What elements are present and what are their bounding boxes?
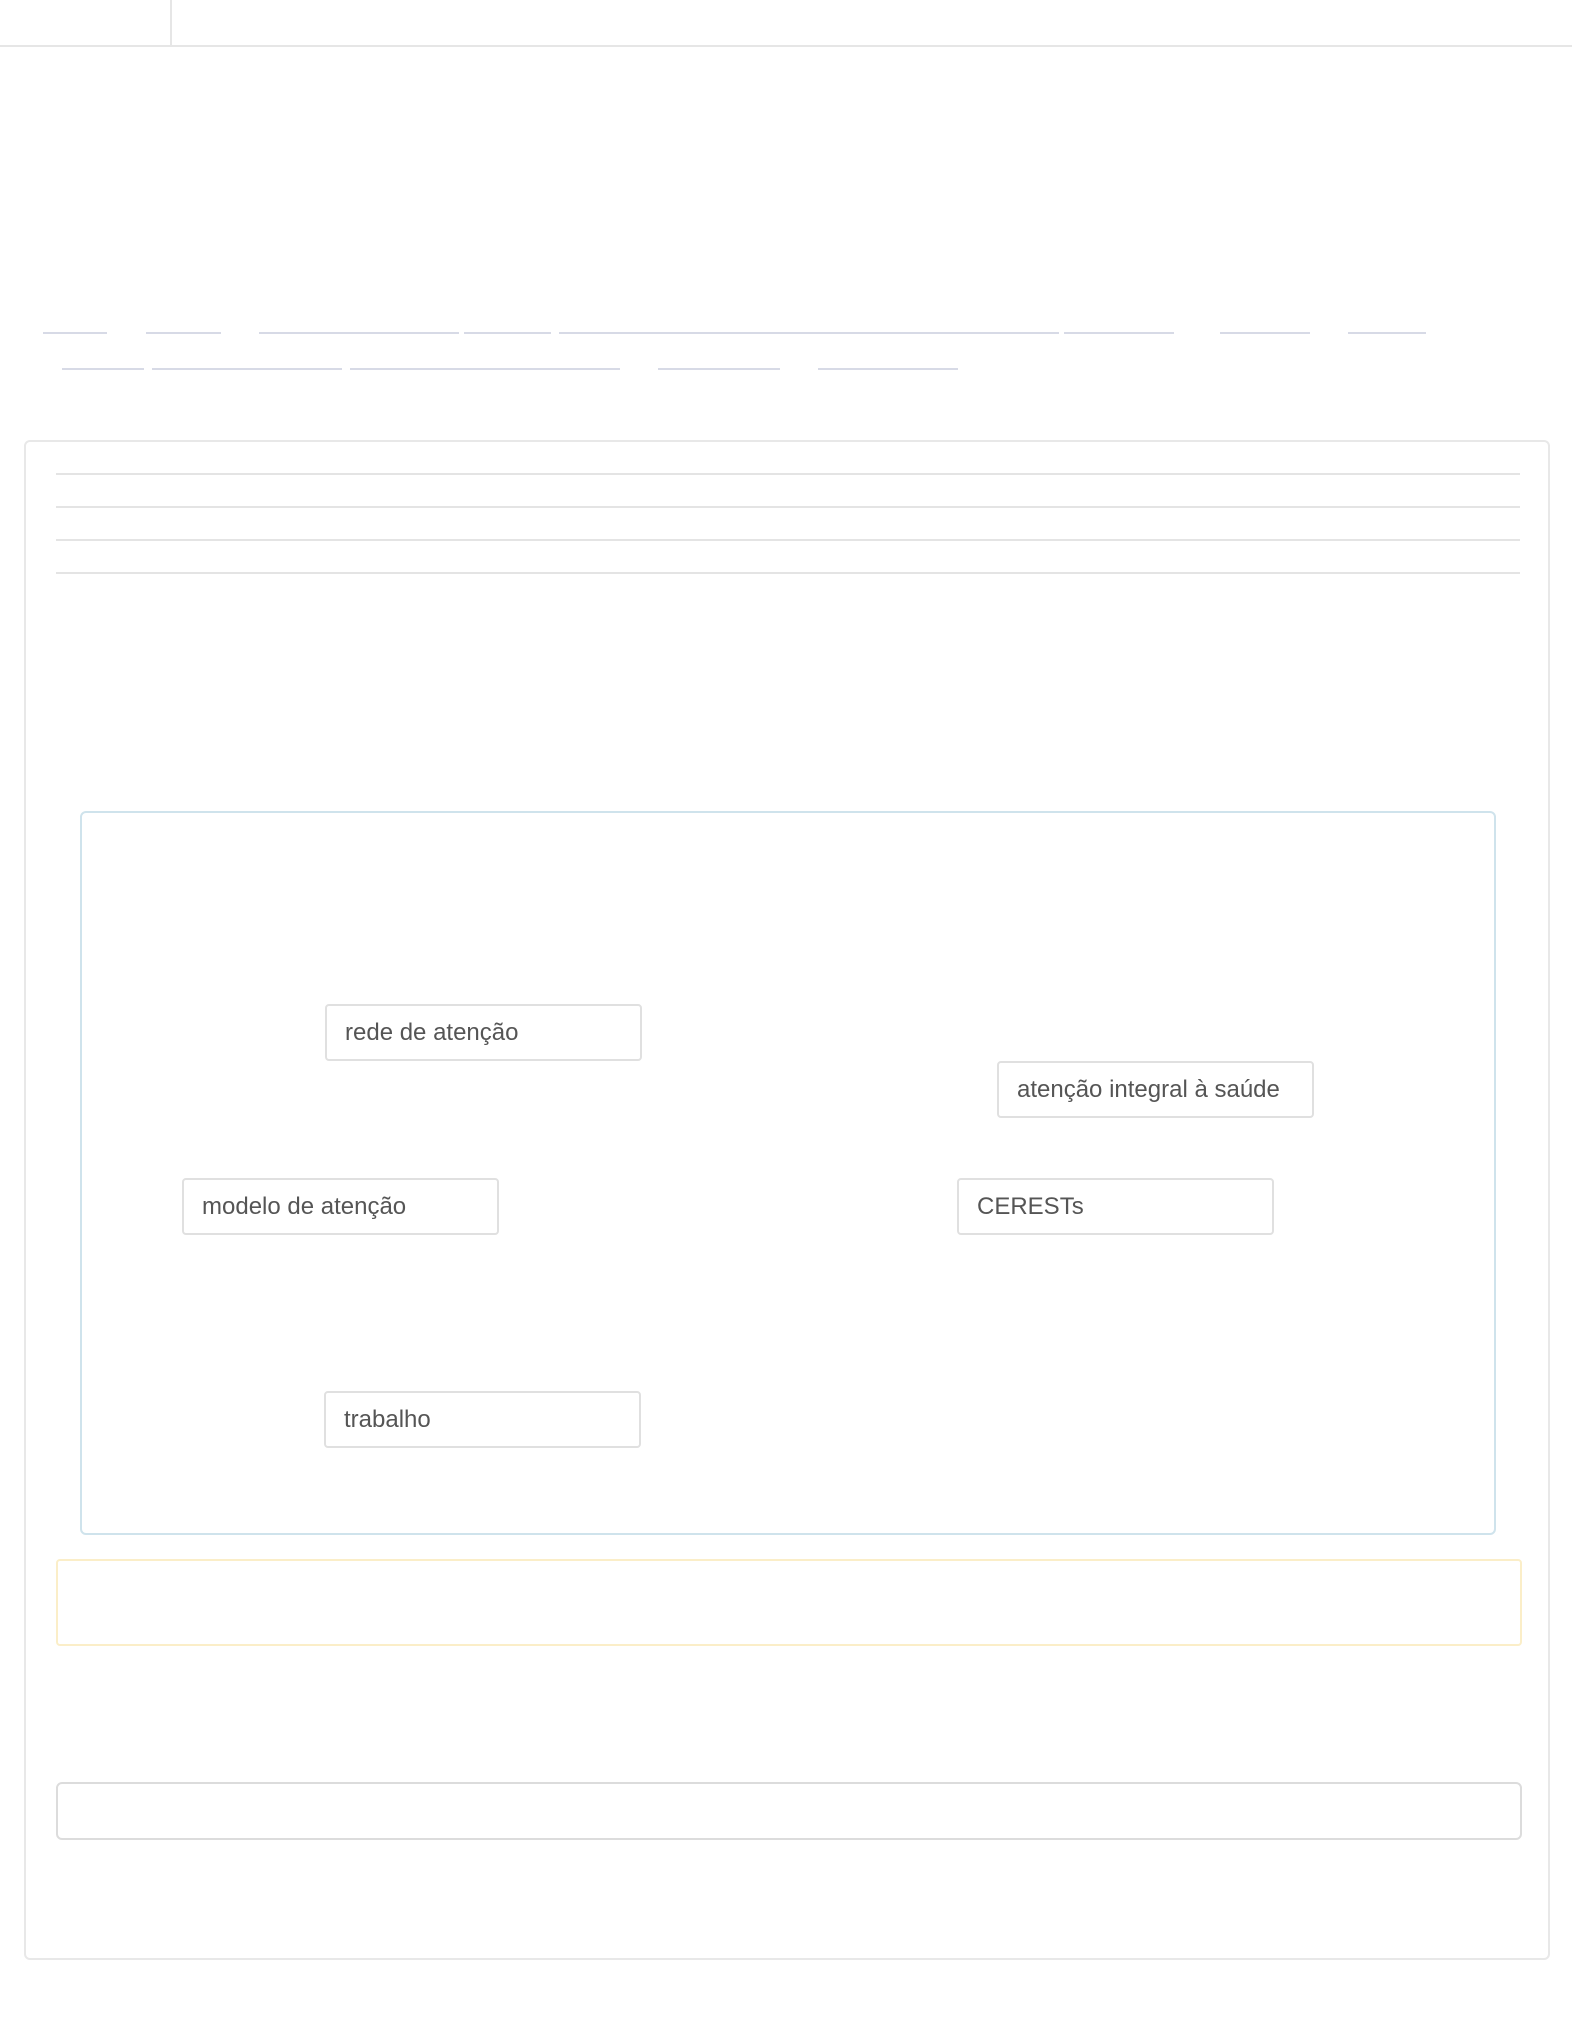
question-card: [24, 440, 1550, 1960]
link-underline[interactable]: [464, 332, 551, 334]
drag-item-label: atenção integral à saúde: [1017, 1075, 1280, 1103]
link-underline[interactable]: [146, 332, 221, 334]
drag-item-label: CERESTs: [977, 1192, 1084, 1220]
link-underline[interactable]: [350, 368, 620, 370]
drag-item-cerests[interactable]: [957, 1178, 1274, 1235]
drag-item-modelo-de-atencao[interactable]: [182, 1178, 499, 1235]
feedback-box: [56, 1559, 1522, 1646]
link-underline[interactable]: [1348, 332, 1426, 334]
link-underline[interactable]: [1064, 332, 1174, 334]
drag-item-label: modelo de atenção: [202, 1192, 407, 1220]
divider-line: [56, 506, 1520, 508]
answer-input[interactable]: [56, 1782, 1522, 1840]
link-underline[interactable]: [62, 368, 144, 370]
link-underline[interactable]: [818, 368, 958, 370]
drag-item-rede-de-atencao[interactable]: [325, 1004, 642, 1061]
drag-item-atencao-integral-a-saude[interactable]: [997, 1061, 1314, 1118]
link-underline[interactable]: [1220, 332, 1310, 334]
link-underline[interactable]: [559, 332, 1059, 334]
top-bar: [0, 0, 1572, 47]
drag-item-trabalho[interactable]: [324, 1391, 641, 1448]
link-underline[interactable]: [658, 368, 780, 370]
link-underline[interactable]: [259, 332, 459, 334]
drag-drop-zone[interactable]: [80, 811, 1496, 1535]
top-bar-divider: [170, 0, 172, 47]
divider-line: [56, 539, 1520, 541]
divider-line: [56, 572, 1520, 574]
drag-item-label: trabalho: [344, 1405, 431, 1433]
drag-item-label: rede de atenção: [345, 1018, 519, 1046]
link-underline[interactable]: [43, 332, 107, 334]
divider-line: [56, 473, 1520, 475]
link-underline[interactable]: [152, 368, 342, 370]
